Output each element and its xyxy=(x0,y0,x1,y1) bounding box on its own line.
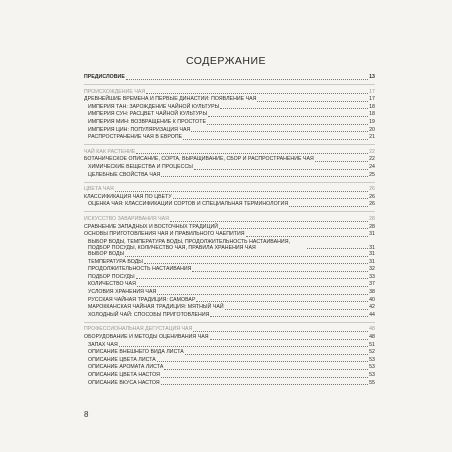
toc-entry-page: 13 xyxy=(369,74,375,80)
dot-leader xyxy=(257,101,368,102)
dot-leader xyxy=(193,331,368,332)
toc-entry[interactable] xyxy=(84,274,375,282)
toc-entry-label: БОТАНИЧЕСКОЕ ОПИСАНИЕ, СОРТА, ВЫРАЩИВАНИЕ, СБОР И РАСПРОСТРАНЕНИЕ ЧАЯ xyxy=(84,156,314,163)
toc-entry[interactable] xyxy=(84,266,375,274)
dot-leader xyxy=(207,124,368,125)
toc-entry[interactable] xyxy=(84,349,375,357)
toc-entry-label: ИМПЕРИЯ МИН: ВОЗВРАЩЕНИЕ К ПРОСТОТЕ xyxy=(88,118,206,125)
toc-entry[interactable] xyxy=(84,334,375,342)
dot-leader xyxy=(157,361,368,362)
dot-leader xyxy=(185,354,368,355)
toc-entry-label: КОЛИЧЕСТВО ЧАЯ xyxy=(88,281,136,288)
toc-entry-label: ОПИСАНИЕ ЦВЕТА НАСТОЯ xyxy=(88,372,160,378)
dot-leader xyxy=(136,153,368,154)
toc-entry-label: СРАВНЕНИЕ ЗАПАДНЫХ И ВОСТОЧНЫХ ТРАДИЦИЙ xyxy=(84,223,219,230)
dot-leader xyxy=(146,93,368,94)
toc-entry-label: ЦЕЛЕБНЫЕ СВОЙСТВА ЧАЯ xyxy=(88,171,161,178)
toc-entry-page: 28 xyxy=(369,223,375,230)
toc-entry[interactable] xyxy=(84,364,375,372)
toc-entry-label: ВЫБОР ВОДЫ, ТЕМПЕРАТУРА ВОДЫ, ПРОДОЛЖИТЕЛЬНОСТЬ НАСТАИВАНИЯ, ПОДБОР ПОСУДЫ, КОЛИЧЕСТВО ЧАЯ, ПРАВИЛА ХРАНЕНИЯ ЧАЯ xyxy=(88,238,290,251)
toc-entry-label: ПОДБОР ПОСУДЫ xyxy=(88,273,135,280)
toc-entry-label: ХИМИЧЕСКИЕ ВЕЩЕСТВА И ПРОЦЕССЫ xyxy=(88,163,193,170)
page-title: СОДЕРЖАНИЕ xyxy=(185,55,267,67)
toc-entry-label: ОПИСАНИЕ ВКУСА НАСТОЯ xyxy=(88,379,160,386)
toc-entry-label: ИСКУССТВО ЗАВАРИВАНИЯ ЧАЯ xyxy=(84,215,169,222)
toc-entry-label: ХОЛОДНЫЙ ЧАЙ: СПОСОБЫ ПРИГОТОВЛЕНИЯ xyxy=(88,311,210,318)
toc-section-heading[interactable] xyxy=(84,149,375,157)
toc-entry[interactable] xyxy=(84,281,375,289)
toc-entry-label: ДРЕВНЕЙШИЕ ВРЕМЕНА И ПЕРВЫЕ ДИНАСТИИ: ПОЯВЛЕНИЕ ЧАЯ xyxy=(84,96,257,103)
dot-leader xyxy=(210,339,369,340)
toc-entry-label: ВЫБОР ВОДЫ xyxy=(88,251,125,258)
section-divider xyxy=(84,211,375,212)
toc-entry-page: 48 xyxy=(369,334,375,341)
section-divider xyxy=(84,182,375,183)
toc-entry[interactable] xyxy=(84,312,375,320)
toc-entry-label: ОПИСАНИЕ АРОМАТА ЛИСТА xyxy=(88,364,164,371)
toc-entry-page: 33 xyxy=(369,273,375,280)
toc-entry[interactable] xyxy=(84,251,375,259)
toc-entry-label: ИМПЕРИЯ СУН: РАСЦВЕТ ЧАЙНОЙ КУЛЬТУРЫ xyxy=(88,111,208,118)
dot-leader xyxy=(246,236,369,237)
toc-entry-page: 53 xyxy=(369,372,375,378)
dot-leader xyxy=(225,309,369,310)
dot-leader xyxy=(136,278,369,279)
dot-leader xyxy=(161,176,368,177)
toc-entry-label: ПРОИСХОЖДЕНИЕ ЧАЯ xyxy=(84,88,146,95)
toc-entry-page: 19 xyxy=(369,118,375,125)
dot-leader xyxy=(194,169,368,170)
toc-entry-page: 17 xyxy=(369,96,375,103)
toc-entry-label: ОБОРУДОВАНИЕ И МЕТОДЫ ОЦЕНИВАНИЯ ЧАЯ xyxy=(84,334,209,341)
dot-leader xyxy=(173,198,368,199)
dot-leader xyxy=(125,256,368,257)
dot-leader xyxy=(208,116,368,117)
dot-leader xyxy=(115,191,368,192)
toc-entry-page: 31 xyxy=(369,231,375,238)
dot-leader xyxy=(315,161,368,162)
toc-entry-page: 17 xyxy=(369,88,375,95)
toc-section-heading[interactable] xyxy=(84,216,375,224)
toc-entry-label: ПРОФЕССИОНАЛЬНАЯ ДЕГУСТАЦИЯ ЧАЯ xyxy=(84,326,193,333)
section-divider xyxy=(84,144,375,145)
toc-entry[interactable] xyxy=(84,134,375,142)
dot-leader xyxy=(196,301,368,302)
dot-leader xyxy=(210,316,368,317)
toc-entry-label: ОЦЕНКА ЧАЯ: КЛАССИФИКАЦИИ СОРТОВ И СПЕЦИАЛЬНАЯ ТЕРМИНОЛОГИЯ xyxy=(88,201,289,208)
toc-entry[interactable] xyxy=(84,164,375,172)
toc-entry-page: 48 xyxy=(369,326,375,333)
dot-leader xyxy=(219,228,368,229)
dot-leader xyxy=(161,377,368,378)
toc-entry-label: ОПИСАНИЕ ЦВЕТА ЛИСТА xyxy=(88,356,156,363)
toc-entry-label: УСЛОВИЯ ХРАНЕНИЯ ЧАЯ xyxy=(88,289,157,296)
toc-entry-page: 31 xyxy=(369,251,375,258)
toc-entry-label: РАСПРОСТРАНЕНИЕ ЧАЯ В ЕВРОПЕ xyxy=(88,134,183,141)
toc-entry-page: 24 xyxy=(369,163,375,170)
section-divider xyxy=(84,322,375,323)
dot-leader xyxy=(183,139,368,140)
toc-entry-page: 20 xyxy=(369,126,375,133)
toc-entry-page: 18 xyxy=(369,111,375,118)
toc-entry-page: 18 xyxy=(369,103,375,110)
toc-entry-page: 52 xyxy=(369,349,375,356)
toc-entry-label: МАРОККАНСКАЯ ЧАЙНАЯ ТРАДИЦИЯ: МЯТНЫЙ ЧАЙ xyxy=(88,304,224,311)
toc-entry[interactable] xyxy=(84,231,375,239)
toc-entry[interactable] xyxy=(84,372,375,380)
toc-section-heading[interactable] xyxy=(84,326,375,334)
toc-section-heading[interactable] xyxy=(84,186,375,194)
toc-entry-page: 55 xyxy=(369,379,375,386)
toc-entry-label: ПРОДОЛЖИТЕЛЬНОСТЬ НАСТАИВАНИЯ xyxy=(88,266,192,273)
dot-leader xyxy=(170,221,368,222)
toc-entry-page: 26 xyxy=(369,201,375,208)
toc-entry[interactable] xyxy=(84,342,375,350)
toc-entry-page: 40 xyxy=(369,296,375,303)
toc-entry[interactable] xyxy=(84,119,375,127)
toc-entry[interactable] xyxy=(84,127,375,135)
toc-entry-page: 26 xyxy=(369,186,375,193)
toc-entry-page: 37 xyxy=(369,281,375,288)
dot-leader xyxy=(220,108,368,109)
dot-leader xyxy=(157,294,368,295)
toc-entry-page: 38 xyxy=(369,289,375,296)
dot-leader xyxy=(161,384,368,385)
toc-entry-page: 32 xyxy=(369,266,375,273)
toc-entry-page: 53 xyxy=(369,364,375,371)
toc-entry-label: ОСНОВЫ ПРИГОТОВЛЕНИЯ ЧАЯ И ПРАВИЛЬНОГО ЧАЕПИТИЯ xyxy=(84,231,245,238)
toc-entry-label: ЗАПАХ ЧАЯ xyxy=(88,341,118,348)
dot-leader xyxy=(192,271,368,272)
toc-entry[interactable] xyxy=(84,194,375,202)
toc-entry[interactable] xyxy=(84,380,375,388)
table-of-contents xyxy=(84,74,375,387)
toc-entry-page: 44 xyxy=(369,311,375,318)
toc-entry[interactable] xyxy=(84,224,375,232)
toc-entry-page: 28 xyxy=(369,215,375,222)
toc-entry[interactable] xyxy=(84,259,375,267)
toc-entry[interactable] xyxy=(84,156,375,164)
dot-leader xyxy=(191,131,368,132)
toc-entry-page: 26 xyxy=(369,193,375,200)
toc-entry[interactable] xyxy=(84,289,375,297)
dot-leader xyxy=(307,248,368,249)
toc-entry[interactable] xyxy=(84,357,375,365)
dot-leader xyxy=(137,286,368,287)
toc-entry-label: КЛАССИФИКАЦИЯ ЧАЯ ПО ЦВЕТУ xyxy=(84,193,172,200)
toc-entry-page: 22 xyxy=(369,148,375,155)
dot-leader xyxy=(164,369,368,370)
toc-entry[interactable] xyxy=(84,201,375,209)
section-divider xyxy=(84,84,375,85)
toc-entry-label: ПРЕДИСЛОВИЕ xyxy=(84,74,125,80)
toc-entry-label: ИМПЕРИЯ ТАН: ЗАРОЖДЕНИЕ ЧАЙНОЙ КУЛЬТУРЫ xyxy=(88,103,220,110)
toc-entry[interactable] xyxy=(84,239,375,251)
toc-entry[interactable] xyxy=(84,172,375,180)
toc-entry-label: ИМПЕРИЯ ЦИН: ПОПУЛЯРИЗАЦИЯ ЧАЯ xyxy=(88,126,191,133)
toc-entry-label: ТЕМПЕРАТУРА ВОДЫ xyxy=(88,258,143,265)
toc-entry-label: ЧАЙ КАК РАСТЕНИЕ xyxy=(84,148,136,155)
dot-leader xyxy=(144,263,368,264)
toc-entry[interactable] xyxy=(84,74,375,82)
dot-leader xyxy=(119,346,368,347)
toc-entry[interactable] xyxy=(84,304,375,312)
page-number: 8 xyxy=(84,410,89,419)
toc-entry[interactable] xyxy=(84,96,375,104)
toc-entry-page: 22 xyxy=(369,156,375,163)
toc-entry-label: РУССКАЯ ЧАЙНАЯ ТРАДИЦИЯ: САМОВАР xyxy=(88,296,196,303)
toc-entry-page: 53 xyxy=(369,356,375,363)
dot-leader xyxy=(289,206,368,207)
toc-entry[interactable] xyxy=(84,111,375,119)
toc-entry-page: 31 xyxy=(369,244,375,251)
toc-entry-page: 21 xyxy=(369,134,375,141)
toc-entry-label: ЦВЕТА ЧАЯ xyxy=(84,186,114,193)
dot-leader xyxy=(126,79,368,80)
toc-entry-page: 42 xyxy=(369,304,375,311)
toc-entry-page: 25 xyxy=(369,171,375,178)
toc-entry-label: ОПИСАНИЕ ВНЕШНЕГО ВИДА ЛИСТА xyxy=(88,349,184,356)
toc-entry-page: 51 xyxy=(369,341,375,348)
toc-entry-page: 31 xyxy=(369,258,375,265)
